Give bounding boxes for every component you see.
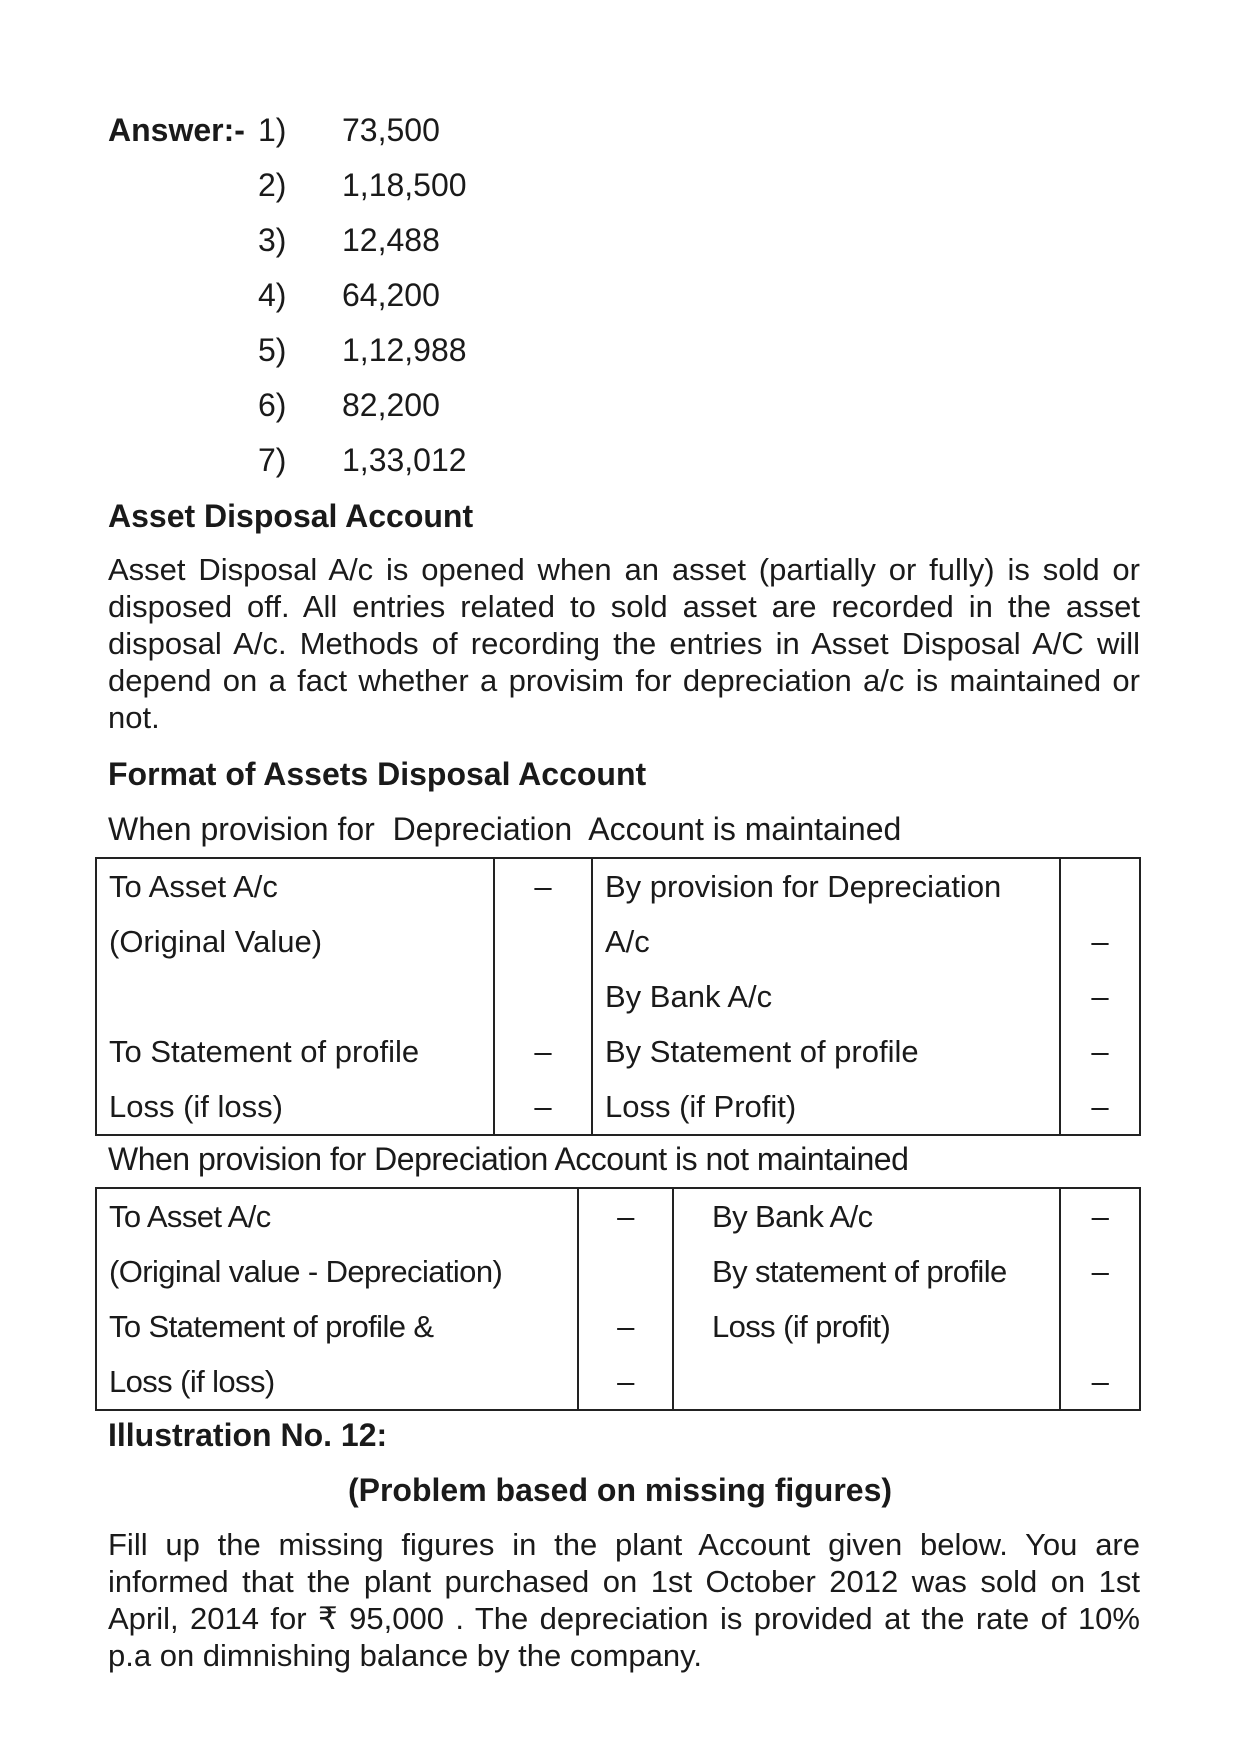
answer-label: Answer:-	[108, 112, 245, 148]
table-row	[96, 1188, 1140, 1244]
table-cell: By Bank A/c	[592, 969, 1060, 1024]
table-cell	[1060, 1299, 1140, 1354]
table-cell	[96, 969, 494, 1024]
answer-number: 3)	[258, 222, 287, 258]
table-cell: By Bank A/c	[673, 1188, 1060, 1244]
table-cell: –	[578, 1299, 673, 1354]
table-cell: –	[494, 858, 592, 914]
table-row	[96, 914, 1140, 969]
table-row	[96, 1354, 1140, 1410]
illustration-heading: Illustration No. 12:	[108, 1417, 388, 1453]
table-caption: When provision for Depreciation Account is maintained	[108, 811, 902, 847]
answer-value: 1,18,500	[342, 167, 467, 203]
answer-number: 4)	[258, 277, 287, 313]
disposal-table-with-provision	[95, 857, 1141, 1136]
table-row	[96, 1024, 1140, 1079]
answer-number: 1)	[258, 112, 287, 148]
answer-number: 2)	[258, 167, 287, 203]
table-row	[96, 969, 1140, 1024]
table-cell: (Original value - Depreciation)	[96, 1244, 578, 1299]
table-cell: Loss (if profit)	[673, 1299, 1060, 1354]
table-cell: –	[578, 1354, 673, 1410]
table-row	[96, 1299, 1140, 1354]
table-cell: To Asset A/c	[96, 1188, 578, 1244]
table-caption: When provision for Depreciation Account is not maintained	[108, 1141, 909, 1177]
body-paragraph: Asset Disposal A/c is opened when an asset (partially or fully) is sold or disposed off. All entries related to sold asset are recorded in the asset disposal A/c. Methods of recording the entries in Asset Disposal A/C will depend on a fact whether a provisim for depreciation a/c is maintained or not.	[108, 552, 1140, 735]
table-cell: –	[1060, 1024, 1140, 1079]
table-cell	[494, 914, 592, 969]
illustration-subheading: (Problem based on missing figures)	[347, 1472, 893, 1508]
table-cell: (Original Value)	[96, 914, 494, 969]
table-cell: –	[578, 1188, 673, 1244]
table-cell	[1060, 858, 1140, 914]
answer-number: 5)	[258, 332, 287, 368]
table-cell: Loss (if Profit)	[592, 1079, 1060, 1135]
answer-number: 6)	[258, 387, 287, 423]
table-cell: –	[1060, 1354, 1140, 1410]
table-cell: –	[1060, 1244, 1140, 1299]
disposal-table-without-provision	[95, 1187, 1141, 1411]
table-row	[96, 1079, 1140, 1135]
table-cell: To Statement of profile	[96, 1024, 494, 1079]
table-cell: –	[1060, 1079, 1140, 1135]
table-row	[96, 858, 1140, 914]
answer-value: 12,488	[342, 222, 440, 258]
answer-value: 1,12,988	[342, 332, 467, 368]
table-row	[96, 1244, 1140, 1299]
table-cell	[578, 1244, 673, 1299]
table-cell: –	[494, 1024, 592, 1079]
table-cell: By Statement of profile	[592, 1024, 1060, 1079]
table-cell: To Statement of profile &	[96, 1299, 578, 1354]
answer-number: 7)	[258, 442, 287, 478]
table-cell: –	[1060, 914, 1140, 969]
illustration-paragraph: Fill up the missing figures in the plant Account given below. You are informed that the plant purchased on 1st October 2012 was sold on 1st April, 2014 for ₹ 95,000 . The depreciation is provided at the rate of 10% p.a on dimnishing balance by the company.	[108, 1527, 1140, 1673]
answer-value: 73,500	[342, 112, 440, 148]
table-cell	[673, 1354, 1060, 1410]
table-cell: A/c	[592, 914, 1060, 969]
section-heading: Asset Disposal Account	[108, 498, 474, 534]
table-cell: –	[1060, 969, 1140, 1024]
answer-value: 1,33,012	[342, 442, 467, 478]
table-cell: By statement of profile	[673, 1244, 1060, 1299]
table-cell: –	[1060, 1188, 1140, 1244]
table-cell: To Asset A/c	[96, 858, 494, 914]
answer-value: 82,200	[342, 387, 440, 423]
section-heading: Format of Assets Disposal Account	[108, 756, 647, 792]
table-cell: Loss (if loss)	[96, 1079, 494, 1135]
table-cell: –	[494, 1079, 592, 1135]
table-cell	[494, 969, 592, 1024]
table-cell: Loss (if loss)	[96, 1354, 578, 1410]
answer-value: 64,200	[342, 277, 440, 313]
table-cell: By provision for Depreciation	[592, 858, 1060, 914]
